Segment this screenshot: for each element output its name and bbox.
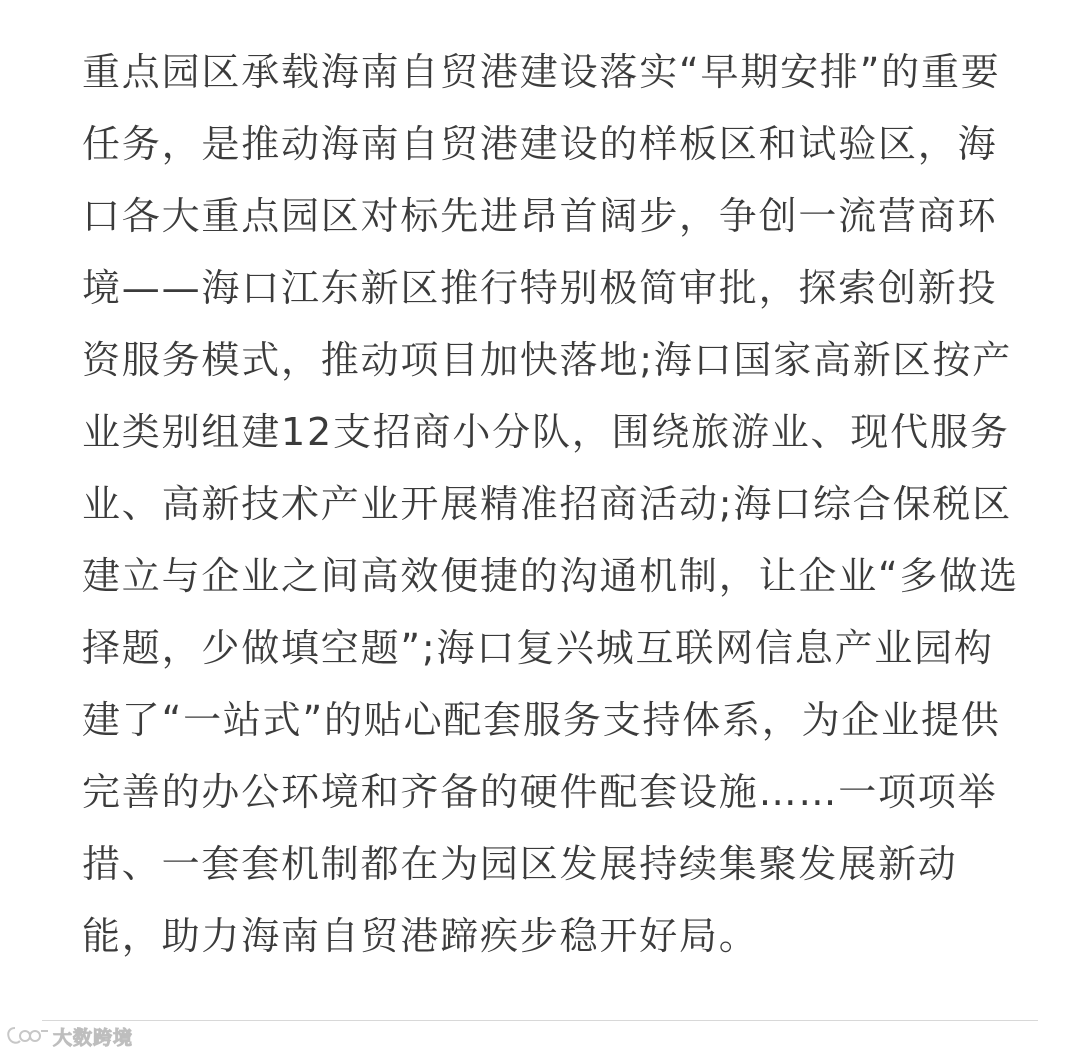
article-line: 业类别组建12支招商小分队，围绕旅游业、现代服务 [82,410,1010,454]
article-line: 任务，是推动海南自贸港建设的样板区和试验区，海 [82,122,998,166]
article-body [82,36,1019,972]
article-line: 措、一套套机制都在为园区发展持续集聚发展新动 [82,842,958,886]
article-line: 建了“一站式”的贴心配套服务支持体系，为企业提供 [82,698,1001,742]
watermark-text: 大数跨境 [53,1026,134,1049]
article-line: 口各大重点园区对标先进昂首阔步，争创一流营商环 [82,194,998,238]
article-line: 业、高新技术产业开展精准招商活动;海口综合保税区 [82,482,1013,526]
watermark [6,1021,133,1051]
article-line: 完善的办公环境和齐备的硬件配套设施……一项项举 [82,770,998,814]
article-line: 资服务模式，推动项目加快落地;海口国家高新区按产 [82,338,1013,382]
article-line: 能，助力海南自贸港蹄疾步稳开好局。 [82,914,759,958]
article-line: 择题，少做填空题”;海口复兴城互联网信息产业园构 [82,626,994,670]
article-line: 重点园区承载海南自贸港建设落实“早期安排”的重要 [82,50,1001,94]
logo-icon [6,1023,50,1049]
article-line: 境——海口江东新区推行特别极简审批，探索创新投 [82,266,998,310]
divider [42,1020,1038,1021]
article-line: 建立与企业之间高效便捷的沟通机制，让企业“多做选 [82,554,1019,598]
